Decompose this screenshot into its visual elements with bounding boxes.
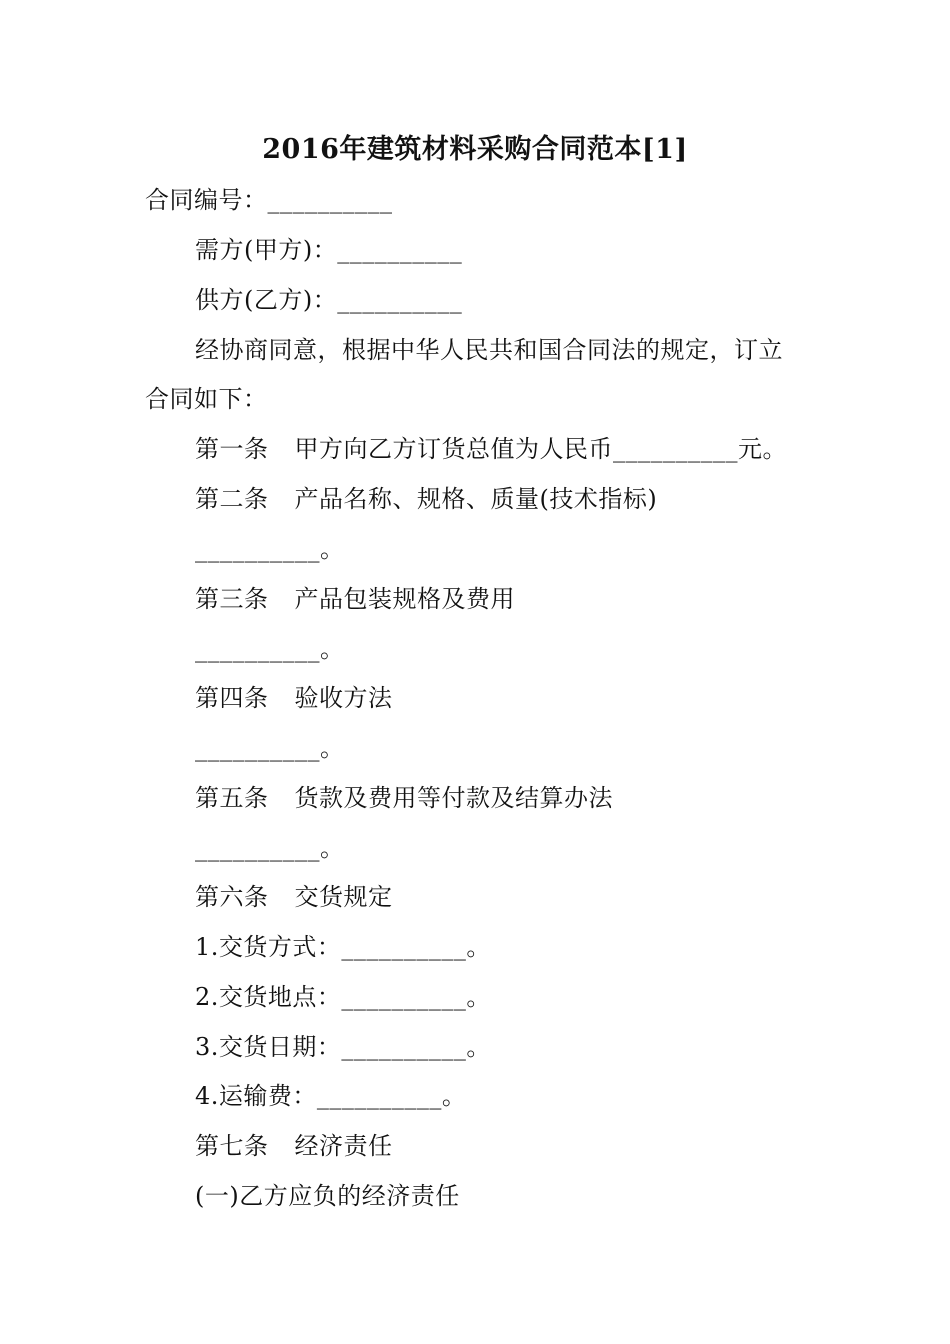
- article-1: [195, 432, 787, 466]
- article-7-heading: 第七条: [195, 1132, 269, 1160]
- article-5-text: 货款及费用等付款及结算办法: [294, 784, 613, 812]
- article-1-text: 甲方向乙方订货总值为人民币__________元。: [294, 435, 787, 463]
- article-4-blank: __________。: [195, 734, 345, 762]
- intro-paragraph-line-1: 经协商同意，根据中华人民共和国合同法的规定，订立: [195, 336, 783, 364]
- article-5-blank: __________。: [195, 834, 345, 862]
- article-3-heading: 第三条: [195, 585, 269, 613]
- article-6-heading: 第六条: [195, 883, 269, 911]
- article-7: [195, 1129, 393, 1163]
- article-6-item-3: 3.交货日期：__________。: [195, 1033, 491, 1061]
- article-6: [195, 880, 393, 914]
- article-5-heading: 第五条: [195, 784, 269, 812]
- article-2-heading: 第二条: [195, 485, 269, 513]
- article-3: [195, 582, 515, 616]
- article-6-item-2: 2.交货地点：__________。: [195, 983, 491, 1011]
- article-5: [195, 781, 613, 815]
- article-2-text: 产品名称、规格、质量(技术指标): [294, 485, 658, 513]
- article-2: [195, 482, 657, 516]
- intro-paragraph-line-2: 合同如下：: [145, 385, 268, 413]
- buyer-line: 需方(甲方)：__________: [195, 236, 463, 264]
- seller-line: 供方(乙方)：__________: [195, 286, 463, 314]
- article-1-heading: 第一条: [195, 435, 269, 463]
- article-4-text: 验收方法: [294, 684, 393, 712]
- article-3-text: 产品包装规格及费用: [294, 585, 515, 613]
- article-2-blank: __________。: [195, 535, 345, 563]
- article-4-heading: 第四条: [195, 684, 269, 712]
- article-7-text: 经济责任: [294, 1132, 393, 1160]
- contract-number-line: 合同编号：__________: [145, 186, 393, 214]
- article-6-text: 交货规定: [294, 883, 393, 911]
- article-3-blank: __________。: [195, 635, 345, 663]
- article-7-subsection-1: (一)乙方应负的经济责任: [195, 1182, 460, 1210]
- article-4: [195, 681, 393, 715]
- document-title: 2016年建筑材料采购合同范本[1]: [262, 134, 688, 165]
- article-6-item-1: 1.交货方式：__________。: [195, 933, 491, 961]
- article-6-item-4: 4.运输费：__________。: [195, 1082, 467, 1110]
